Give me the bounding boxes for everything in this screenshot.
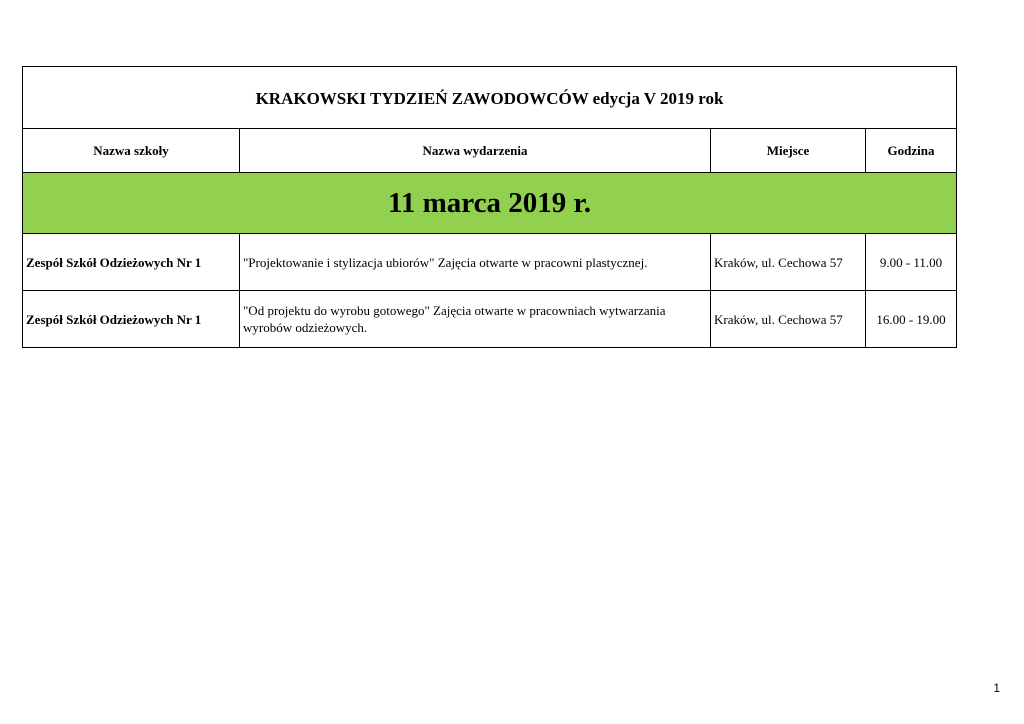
header-event-name: Nazwa wydarzenia — [240, 129, 711, 173]
table-row — [23, 291, 957, 348]
document-title: KRAKOWSKI TYDZIEŃ ZAWODOWCÓW edycja V 2019 rok — [23, 67, 957, 129]
header-school-name: Nazwa szkoły — [23, 129, 240, 173]
time-cell: 9.00 - 11.00 — [866, 234, 957, 291]
header-time: Godzina — [866, 129, 957, 173]
event-name-cell: "Od projektu do wyrobu gotowego" Zajęcia otwarte w pracowniach wytwarzania wyrobów odzieżowych. — [240, 291, 711, 348]
date-banner: 11 marca 2019 r. — [23, 173, 957, 234]
header-place: Miejsce — [711, 129, 866, 173]
time-cell: 16.00 - 19.00 — [866, 291, 957, 348]
school-name-cell: Zespół Szkół Odzieżowych Nr 1 — [23, 291, 240, 348]
school-name-cell: Zespół Szkół Odzieżowych Nr 1 — [23, 234, 240, 291]
event-name-cell: "Projektowanie i stylizacja ubiorów" Zajęcia otwarte w pracowni plastycznej. — [240, 234, 711, 291]
page-number: 1 — [993, 681, 1000, 695]
header-row — [23, 129, 957, 173]
table-row — [23, 234, 957, 291]
place-cell: Kraków, ul. Cechowa 57 — [711, 234, 866, 291]
place-cell: Kraków, ul. Cechowa 57 — [711, 291, 866, 348]
title-row — [23, 67, 957, 129]
event-schedule-table — [22, 66, 957, 348]
date-banner-row — [23, 173, 957, 234]
